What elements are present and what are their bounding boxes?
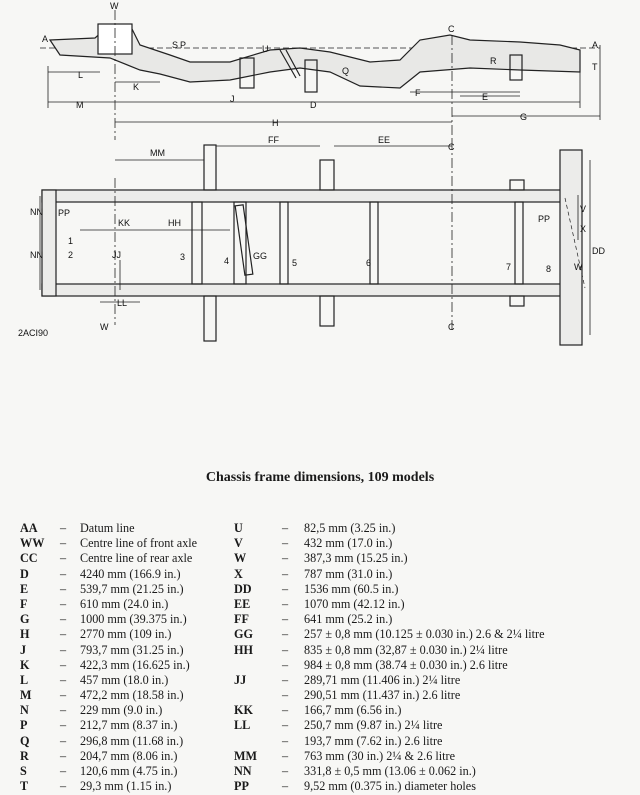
label-nn-upper: NN [30, 207, 43, 217]
legend-row [234, 688, 634, 703]
legend-dash: – [60, 566, 67, 581]
legend-code: N [20, 703, 29, 718]
legend-value: 296,8 mm (11.68 in.) [80, 733, 184, 748]
legend-dash: – [60, 718, 67, 733]
legend-dash: – [60, 536, 67, 551]
legend-value: 422,3 mm (16.625 in.) [80, 657, 190, 672]
legend-code: D [20, 566, 29, 581]
legend-dash: – [282, 612, 289, 627]
legend-value: 472,2 mm (18.58 in.) [80, 688, 184, 703]
legend-value: 763 mm (30 in.) 2¼ & 2.6 litre [304, 748, 455, 763]
legend-code: CC [20, 551, 38, 566]
plan-view [40, 140, 590, 345]
figure-code: 2ACI90 [18, 328, 49, 338]
legend-row [234, 643, 634, 658]
legend-row [20, 612, 235, 627]
label-p: P [180, 40, 187, 50]
label-x: X [580, 224, 587, 234]
legend-value: 793,7 mm (31.25 in.) [80, 642, 184, 657]
legend-code: U [234, 521, 243, 535]
label-k: K [133, 82, 140, 92]
rear-cross-member [560, 150, 582, 345]
legend-dash: – [282, 718, 289, 733]
legend-row [20, 734, 235, 749]
label-g: G [520, 112, 528, 122]
legend-dash: – [282, 642, 289, 657]
legend-code: E [20, 581, 29, 596]
legend-code: R [20, 748, 29, 763]
legend-dash: – [282, 779, 289, 794]
legend-dash: – [60, 672, 67, 687]
legend-code: WW [20, 536, 45, 551]
label-hh: HH [168, 218, 181, 228]
legend-value: 387,3 mm (15.25 in.) [304, 551, 408, 566]
label-u: U [262, 44, 269, 54]
legend-code: F [20, 596, 28, 611]
legend-dash: – [282, 657, 289, 672]
legend-value: 457 mm (18.0 in.) [80, 672, 169, 687]
legend-value: 82,5 mm (3.25 in.) [304, 521, 396, 535]
legend-code: KK [234, 703, 253, 718]
label-jj: JJ [112, 250, 121, 260]
legend-code: LL [234, 718, 251, 733]
label-s: S [172, 40, 179, 50]
callout-3: 3 [180, 252, 186, 262]
legend-dash: – [282, 748, 289, 763]
label-dd: DD [592, 246, 605, 256]
legend-row [20, 521, 235, 536]
legend-row [20, 643, 235, 658]
side-elevation-view [40, 10, 600, 140]
legend-code: EE [234, 596, 251, 611]
legend-row [20, 567, 235, 582]
legend-dash: – [282, 688, 289, 703]
legend-value: 229 mm (9.0 in.) [80, 703, 163, 718]
legend-code: S [20, 764, 27, 778]
legend-row [234, 551, 634, 566]
legend-value: 257 ± 0,8 mm (10.125 ± 0.030 in.) 2.6 & 2¼ litre [304, 627, 545, 642]
legend-dash: – [282, 536, 289, 551]
legend-row [20, 536, 235, 551]
legend-code: GG [234, 627, 253, 642]
label-c-upper: C [448, 142, 455, 152]
callout-5: 5 [292, 258, 298, 268]
label-w-right: W [574, 262, 583, 272]
label-l: L [78, 70, 84, 80]
legend-value: 835 ± 0,8 mm (32,87 ± 0.030 in.) 2¼ litre [304, 642, 508, 657]
legend-code: JJ [234, 672, 247, 687]
legend-dash: – [60, 627, 67, 642]
legend-value: 1070 mm (42.12 in.) [304, 596, 405, 611]
legend-dash: – [60, 642, 67, 657]
legend-code: MM [234, 748, 258, 763]
legend-code: FF [234, 612, 249, 627]
legend-row [234, 536, 634, 551]
legend-value: 290,51 mm (11.437 in.) 2.6 litre [304, 688, 461, 703]
legend-dash: – [60, 596, 67, 611]
label-pp-right: PP [538, 214, 551, 224]
legend-value: 120,6 mm (4.75 in.) [80, 764, 178, 778]
legend-row [20, 551, 235, 566]
label-h: H [272, 118, 279, 128]
legend-dash: – [282, 566, 289, 581]
legend-row [234, 749, 634, 764]
legend-row [234, 779, 634, 794]
legend-dash: – [60, 551, 67, 566]
legend-dash: – [60, 733, 67, 748]
legend-value: Datum line [80, 521, 135, 535]
legend-dash: – [60, 764, 67, 778]
legend-code: H [20, 627, 30, 642]
legend-code: X [234, 566, 243, 581]
legend-dash: – [60, 703, 67, 718]
label-t: T [592, 62, 598, 72]
legend-row [20, 582, 235, 597]
label-mm: MM [150, 148, 165, 158]
legend-value: 787 mm (31.0 in.) [304, 566, 393, 581]
plan-view-labels [18, 135, 605, 338]
legend-value: 1536 mm (60.5 in.) [304, 581, 399, 596]
legend-value: 610 mm (24.0 in.) [80, 596, 169, 611]
right-side-member [42, 284, 572, 296]
legend-row [234, 627, 634, 642]
legend-row [20, 658, 235, 673]
callout-6: 6 [366, 258, 372, 268]
legend-dash: – [282, 521, 289, 535]
legend-row [20, 688, 235, 703]
legend-code: G [20, 612, 30, 627]
legend-dash: – [60, 779, 67, 794]
legend-dash: – [282, 672, 289, 687]
legend-dash: – [282, 764, 289, 778]
legend-code [234, 688, 282, 703]
label-kk: KK [118, 218, 131, 228]
callout-2: 2 [68, 250, 74, 260]
legend-value: Centre line of front axle [80, 536, 198, 551]
legend-value: 641 mm (25.2 in.) [304, 612, 393, 627]
legend-value: 289,71 mm (11.406 in.) 2¼ litre [304, 672, 461, 687]
legend-row [234, 612, 634, 627]
legend-code: PP [234, 779, 249, 794]
legend-dash: – [60, 521, 67, 535]
legend-dash: – [282, 551, 289, 566]
figure-caption: Chassis frame dimensions, 109 models [205, 470, 435, 485]
legend-row [234, 521, 634, 536]
legend-row [20, 764, 235, 779]
callout-7: 7 [506, 262, 512, 272]
legend-left-column [20, 521, 235, 794]
label-j: J [230, 94, 235, 104]
legend-row [20, 597, 235, 612]
legend-row [20, 779, 235, 794]
legend-code: K [20, 657, 30, 672]
legend-dash: – [60, 748, 67, 763]
legend-dash: – [60, 688, 67, 703]
legend-dash: – [282, 596, 289, 611]
legend-code: DD [234, 581, 252, 596]
label-w-bottom: W [100, 322, 109, 332]
legend-code: AA [20, 521, 38, 535]
legend-dash: – [60, 612, 67, 627]
label-v: V [580, 204, 587, 214]
legend-dash: – [282, 627, 289, 642]
legend-value: 4240 mm (166.9 in.) [80, 566, 181, 581]
legend-code: L [20, 672, 29, 687]
legend-row [20, 718, 235, 733]
legend-row [20, 703, 235, 718]
legend-row [234, 582, 634, 597]
legend-value: 250,7 mm (9.87 in.) 2¼ litre [304, 718, 443, 733]
legend-dash: – [60, 581, 67, 596]
label-m: M [76, 100, 84, 110]
label-gg: GG [253, 251, 268, 261]
legend-code [234, 658, 282, 673]
legend-row [20, 749, 235, 764]
label-nn-lower: NN [30, 250, 43, 260]
label-d: D [310, 100, 317, 110]
label-c-top: C [448, 24, 455, 34]
legend-value: 212,7 mm (8.37 in.) [80, 718, 178, 733]
legend-row [234, 734, 634, 749]
legend-code: HH [234, 642, 253, 657]
label-ff: FF [268, 135, 279, 145]
legend-dash: – [282, 581, 289, 596]
label-e: E [482, 92, 489, 102]
legend-value: 984 ± 0,8 mm (38.74 ± 0.030 in.) 2.6 litre [304, 657, 508, 672]
legend-value: 2770 mm (109 in.) [80, 627, 172, 642]
legend-dash: – [282, 733, 289, 748]
legend-code: T [20, 779, 29, 794]
label-c-bottom: C [448, 322, 455, 332]
label-f: F [415, 88, 421, 98]
legend-code [234, 734, 282, 749]
legend-right-column [234, 521, 634, 794]
legend-dash: – [282, 703, 289, 718]
legend-value: 1000 mm (39.375 in.) [80, 612, 187, 627]
legend-row [234, 658, 634, 673]
legend-value: 539,7 mm (21.25 in.) [80, 581, 184, 596]
legend-code: V [234, 536, 243, 551]
legend-value: 193,7 mm (7.62 in.) 2.6 litre [304, 733, 443, 748]
legend-row [20, 627, 235, 642]
legend-row [234, 597, 634, 612]
legend-row [20, 673, 235, 688]
legend-code: Q [20, 733, 30, 748]
callout-8: 8 [546, 264, 552, 274]
callout-1: 1 [68, 236, 74, 246]
legend-value: Centre line of rear axle [80, 551, 193, 566]
label-w-top: W [110, 1, 119, 11]
legend-row [234, 673, 634, 688]
legend-value: 204,7 mm (8.06 in.) [80, 748, 178, 763]
label-a-left: A [42, 34, 49, 44]
label-a-right: A [592, 40, 599, 50]
legend-row [234, 764, 634, 779]
label-ll: LL [117, 298, 128, 308]
legend-code: M [20, 688, 32, 703]
legend-code: P [20, 718, 28, 733]
legend-code: W [234, 551, 247, 566]
legend-row [234, 703, 634, 718]
legend-value: 9,52 mm (0.375 in.) diameter holes [304, 779, 476, 794]
label-r: R [490, 56, 497, 66]
left-side-member [42, 190, 572, 202]
legend-code: J [20, 642, 27, 657]
legend-dash: – [60, 657, 67, 672]
label-pp-left: PP [58, 208, 71, 218]
label-q: Q [342, 66, 350, 76]
legend-value: 331,8 ± 0,5 mm (13.06 ± 0.062 in.) [304, 764, 476, 778]
legend-code: NN [234, 764, 252, 778]
legend-value: 432 mm (17.0 in.) [304, 536, 393, 551]
legend-row [234, 718, 634, 733]
legend-value: 166,7 mm (6.56 in.) [304, 703, 402, 718]
legend-row [234, 567, 634, 582]
legend-value: 29,3 mm (1.15 in.) [80, 779, 172, 794]
callout-4: 4 [224, 256, 230, 266]
label-ee: EE [378, 135, 391, 145]
